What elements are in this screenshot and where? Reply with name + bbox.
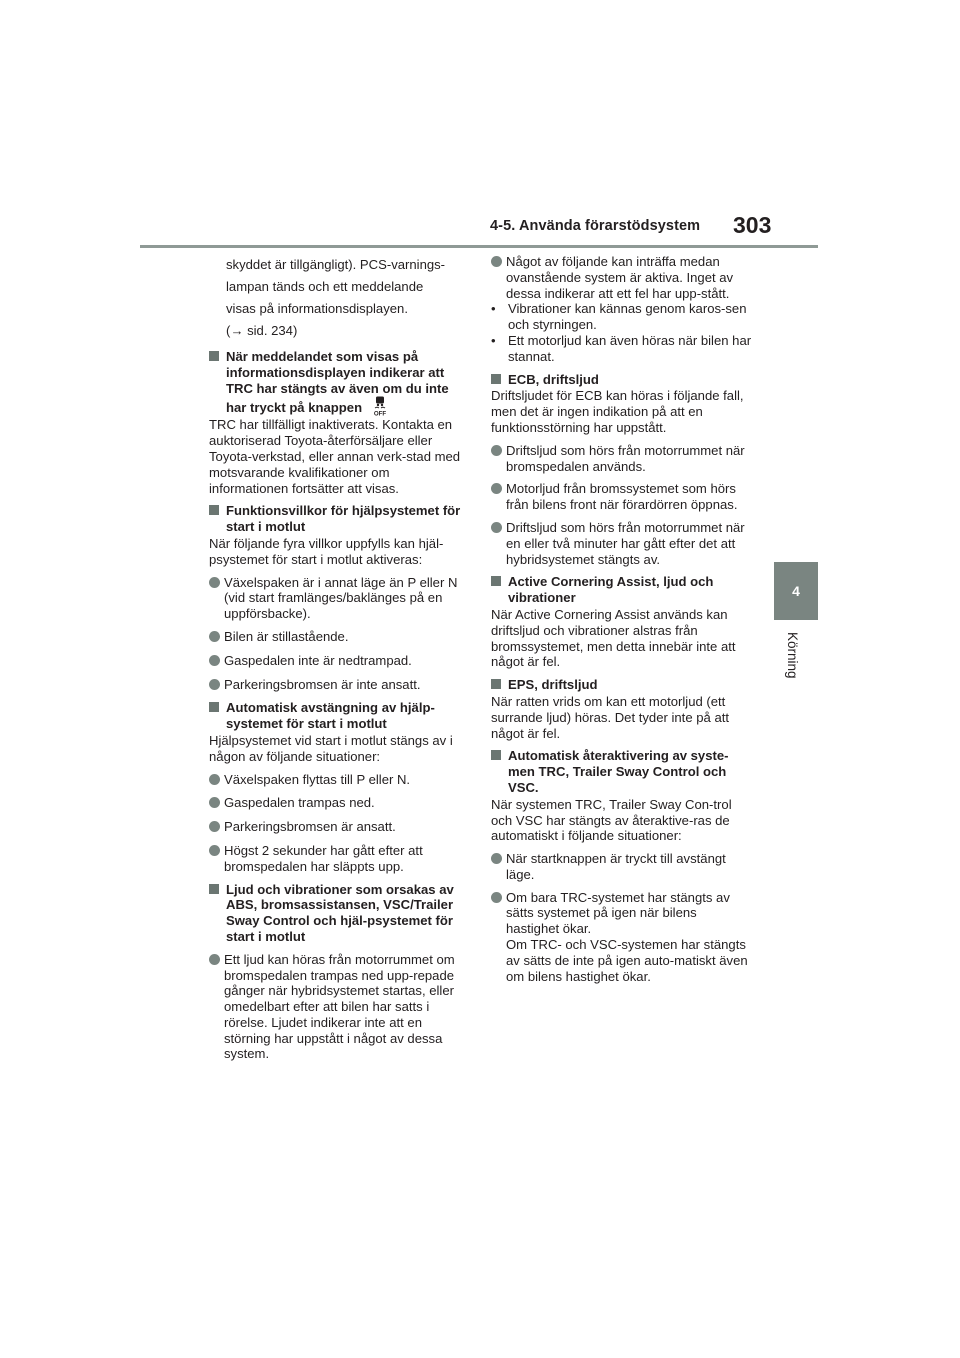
section-body: Driftsljudet för ECB kan höras i följande fall, men det är ingen indikation på att en funktionsstörning har uppstått. bbox=[491, 388, 744, 435]
section-heading: Active Cornering Assist, ljud och vibrationer bbox=[491, 574, 753, 606]
section-ecb-sound bbox=[491, 372, 753, 436]
round-bullet-icon bbox=[491, 522, 502, 533]
section-heading: EPS, driftsljud bbox=[491, 677, 753, 693]
section-body: TRC har tillfälligt inaktiverats. Kontakta en auktoriserad Toyota-återförsäljare eller Toyota-verkstad, eller annan verk-stad med motsvarande kvalifikationer om informationen fortsätter att visas. bbox=[209, 417, 461, 496]
section-heading: Funktionsvillkor för hjälpsystemet för start i motlut bbox=[209, 503, 467, 535]
square-bullet-icon bbox=[491, 576, 501, 586]
svg-text:OFF: OFF bbox=[373, 410, 386, 417]
section-hill-start-conditions bbox=[209, 503, 467, 567]
list-item: Bilen är stillastående. bbox=[209, 629, 467, 646]
round-bullet-icon bbox=[491, 256, 502, 267]
round-bullet-icon bbox=[209, 679, 220, 690]
square-bullet-icon bbox=[209, 884, 219, 894]
left-column bbox=[209, 254, 467, 1069]
section-title: 4-5. Använda förarstödsystem bbox=[490, 218, 701, 234]
square-bullet-icon bbox=[491, 750, 501, 760]
section-active-cornering bbox=[491, 574, 753, 670]
list-item: Driftsljud som hörs från motorrummet när en eller två minuter har gått efter det att hybridsystemet stängts av. bbox=[491, 520, 753, 567]
section-heading: ECB, driftsljud bbox=[491, 372, 753, 388]
square-bullet-icon bbox=[491, 374, 501, 384]
section-heading: Automatisk avstängning av hjälp-systemet för start i motlut bbox=[209, 700, 467, 732]
list-item: Växelspaken är i annat läge än P eller N (vid start framlänges/baklänges på en uppförsbacke). bbox=[209, 575, 467, 622]
right-column bbox=[491, 254, 753, 991]
round-bullet-icon bbox=[209, 797, 220, 808]
round-bullet-icon bbox=[209, 845, 220, 856]
trc-off-icon bbox=[370, 396, 390, 416]
list-item: Gaspedalen inte är nedtrampad. bbox=[209, 653, 467, 670]
round-bullet-icon bbox=[209, 954, 220, 965]
list-item: Ett ljud kan höras från motorrummet om bromspedalen trampas ned upp-repade gånger när hybridsystemet startas, eller omedelbart efter att bilen har satts i rörelse. Ljudet indikerar inte att en störning har uppstått i något av dessa system. bbox=[209, 952, 467, 1063]
round-bullet-icon bbox=[209, 821, 220, 832]
list-item: Gaspedalen trampas ned. bbox=[209, 795, 467, 812]
square-bullet-icon bbox=[209, 505, 219, 515]
section-trc-message bbox=[209, 349, 467, 496]
list-item: Högst 2 sekunder har gått efter att bromspedalen har släppts upp. bbox=[209, 843, 467, 875]
square-bullet-icon bbox=[209, 351, 219, 361]
section-body: När ratten vrids om kan ett motorljud (ett surrande ljud) höras. Det tyder inte på att något är fel. bbox=[491, 693, 729, 741]
chapter-number: 4 bbox=[792, 583, 800, 599]
section-auto-reactivation bbox=[491, 748, 753, 844]
list-item: Om bara TRC-systemet har stängts av sätts systemet på igen när bilens hastighet ökar. Om TRC- och VSC-systemen har stängts av sätts de inte på igen auto-matiskt även om bilens hastighet ökar. bbox=[491, 890, 753, 985]
section-heading: När meddelandet som visas på informationsdisplayen indikerar att TRC har stängts av även om du inte har tryckt på knappen OFF bbox=[209, 349, 467, 416]
section-heading: Automatisk återaktivering av syste-men TRC, Trailer Sway Control och VSC. bbox=[491, 748, 753, 795]
chapter-label: Körning bbox=[785, 632, 800, 679]
list-item: Växelspaken flyttas till P eller N. bbox=[209, 772, 467, 789]
round-bullet-icon bbox=[209, 655, 220, 666]
page-reference: (→ sid. 234) bbox=[226, 323, 298, 338]
list-item: Motorljud från bromssystemet som hörs från bilens front när förardörren öppnas. bbox=[491, 481, 753, 513]
square-bullet-icon bbox=[491, 679, 501, 689]
section-body: När följande fyra villkor uppfylls kan hjäl-psystemet för start i motlut aktiveras: bbox=[209, 535, 444, 567]
list-item: Parkeringsbromsen är ansatt. bbox=[209, 819, 467, 836]
list-item: Parkeringsbromsen är inte ansatt. bbox=[209, 677, 467, 694]
list-item: Något av följande kan inträffa medan ovanstående system är aktiva. Inget av dessa indikerar att ett fel har upp-stått. bbox=[491, 254, 753, 301]
round-bullet-icon bbox=[491, 892, 502, 903]
round-bullet-icon bbox=[209, 631, 220, 642]
round-bullet-icon bbox=[491, 853, 502, 864]
round-bullet-icon bbox=[209, 577, 220, 588]
section-hill-start-auto-off bbox=[209, 700, 467, 764]
list-item: När startknappen är tryckt till avstängt läge. bbox=[491, 851, 753, 883]
section-body: När Active Cornering Assist används kan driftsljud och vibrationer alstras från bromssystemet, men detta innebär inte att något är fel. bbox=[491, 606, 736, 670]
header-divider bbox=[140, 245, 818, 248]
intro-line: skyddet är tillgängligt). PCS-varnings- bbox=[226, 257, 446, 272]
round-bullet-icon bbox=[491, 445, 502, 456]
page-number: 303 bbox=[733, 212, 772, 238]
round-bullet-icon bbox=[491, 483, 502, 494]
sub-list-item: • Ett motorljud kan även höras när bilen har stannat. bbox=[491, 332, 752, 364]
intro-line: lampan tänds och ett meddelande bbox=[226, 279, 424, 294]
round-bullet-icon bbox=[209, 774, 220, 785]
sub-list-item: • Vibrationer kan kännas genom karos-sen och styrningen. bbox=[491, 301, 747, 333]
intro-continuation bbox=[209, 254, 467, 342]
square-bullet-icon bbox=[209, 702, 219, 712]
section-sounds-vibrations bbox=[209, 882, 467, 945]
list-item: Driftsljud som hörs från motorrummet när bromspedalen används. bbox=[491, 443, 753, 475]
section-body: När systemen TRC, Trailer Sway Con-trol och VSC har stängts av återaktive-ras de automatiskt i följande situationer: bbox=[491, 796, 732, 844]
section-body: Hjälpsystemet vid start i motlut stängs av i någon av följande situationer: bbox=[209, 732, 453, 764]
section-heading: Ljud och vibrationer som orsakas av ABS, bromsassistansen, VSC/Trailer Sway Control och hjäl-psystemet för start i motlut bbox=[209, 882, 467, 945]
chapter-tab bbox=[774, 562, 818, 620]
intro-line: visas på informationsdisplayen. bbox=[226, 301, 408, 316]
section-eps-sound bbox=[491, 677, 753, 741]
